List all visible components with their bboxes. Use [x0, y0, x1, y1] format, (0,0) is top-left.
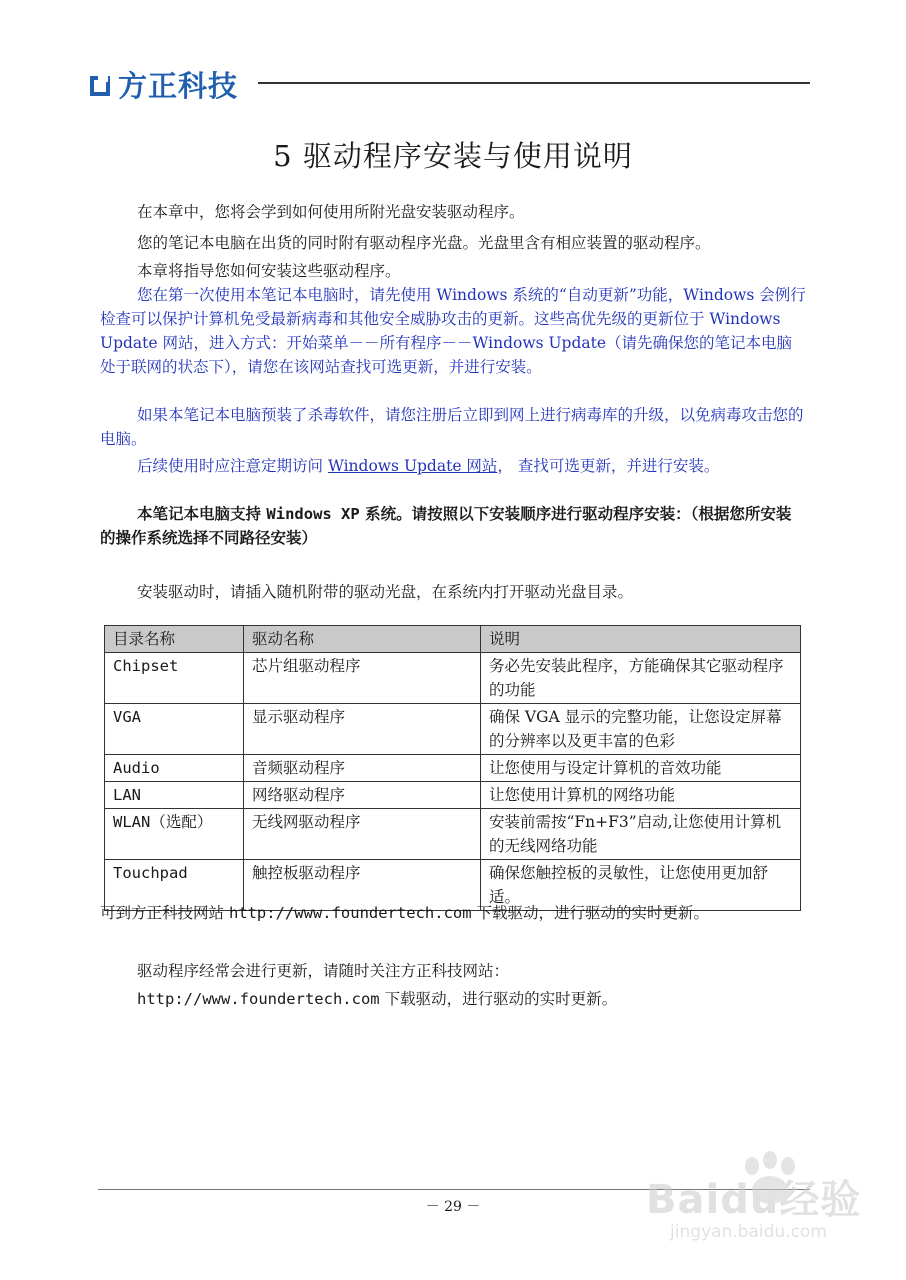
driver-cell: 无线网驱动程序: [244, 809, 481, 860]
update-url-line: [100, 987, 806, 1011]
directory-cell: Audio: [105, 755, 244, 782]
auto-update-notice: 您在第一次使用本笔记本电脑时，请先使用 Windows 系统的“自动更新”功能，Windows 会例行检查可以保护计算机免受最新病毒和其他安全威胁攻击的更新。这些高优先级的更新位于 Windows Update 网站，进入方式：开始菜单－－所有程序－－Windows Update（请先确保您的笔记本电脑处于联网的状态下），请您在该网站查找可选更新，并进行安装。: [100, 286, 806, 376]
driver-table: [104, 625, 801, 911]
antivirus-notice: 如果本笔记本电脑预装了杀毒软件，请您注册后立即到网上进行病毒库的升级，以免病毒攻击您的电脑。: [100, 406, 804, 448]
reminder-text-end: ， 查找可选更新，并进行安装。: [497, 457, 720, 475]
column-header-driver: 驱动名称: [244, 626, 481, 653]
website-link[interactable]: http://www.foundertech.com: [137, 990, 380, 1008]
os-name: Windows XP: [266, 505, 360, 523]
driver-cell: 显示驱动程序: [244, 704, 481, 755]
description-cell: 让您使用与设定计算机的音效功能: [481, 755, 801, 782]
intro-line-3: 本章将指导您如何安装这些驱动程序。: [137, 262, 401, 280]
install-order-heading: [100, 502, 806, 550]
update-reminder: 驱动程序经常会进行更新，请随时关注方正科技网站：: [137, 962, 510, 980]
download-note-text: 可到方正科技网站: [100, 904, 229, 922]
baidu-watermark: [646, 1150, 886, 1260]
founder-logo: [88, 64, 238, 105]
download-note-end: 下载驱动，进行驱动的实时更新。: [471, 904, 710, 922]
driver-cell: 音频驱动程序: [244, 755, 481, 782]
description-cell: 确保 VGA 显示的完整功能，让您设定屏幕的分辨率以及更丰富的色彩: [481, 704, 801, 755]
support-suffix: 系统。请按照以下安装顺序进行驱动程序安装：（根据您所安装的操作系统选择不同路径安装）: [100, 504, 792, 547]
download-note: [100, 901, 806, 925]
description-cell: 让您使用计算机的网络功能: [481, 782, 801, 809]
reminder-text: 后续使用时应注意定期访问: [137, 457, 328, 475]
page-number: － 29 －: [425, 1199, 481, 1215]
support-prefix: 本笔记本电脑支持: [137, 504, 267, 523]
intro-line-1: 在本章中，您将会学到如何使用所附光盘安装驱动程序。: [137, 203, 525, 221]
column-header-directory: 目录名称: [105, 626, 244, 653]
table-row: [105, 653, 801, 704]
update-url-text: 下载驱动，进行驱动的实时更新。: [379, 990, 618, 1008]
driver-cell: 网络驱动程序: [244, 782, 481, 809]
header-divider: [258, 82, 810, 84]
page-header: [88, 64, 810, 103]
directory-cell: Chipset: [105, 653, 244, 704]
directory-cell: VGA: [105, 704, 244, 755]
driver-cell: 芯片组驱动程序: [244, 653, 481, 704]
table-row: [105, 782, 801, 809]
windows-update-reminder: [100, 454, 806, 478]
table-row: [105, 704, 801, 755]
column-header-description: 说明: [481, 626, 801, 653]
founder-logo-icon: [88, 72, 114, 98]
table-row: [105, 809, 801, 860]
website-link[interactable]: http://www.foundertech.com: [228, 904, 472, 922]
table-row: [105, 755, 801, 782]
intro-line-2: 您的笔记本电脑在出货的同时附有驱动程序光盘。光盘里含有相应装置的驱动程序。: [137, 234, 711, 252]
insert-disc-note: 安装驱动时，请插入随机附带的驱动光盘，在系统内打开驱动光盘目录。: [137, 583, 634, 601]
table-header-row: [105, 626, 801, 653]
directory-cell: WLAN（选配）: [105, 809, 244, 860]
brand-name: 方正科技: [118, 69, 239, 103]
driver-cell: 触控板驱动程序: [244, 860, 481, 911]
chapter-title: 5 驱动程序安装与使用说明: [273, 139, 633, 173]
windows-update-link[interactable]: Windows Update 网站: [327, 457, 498, 475]
description-cell: 务必先安装此程序，方能确保其它驱动程序的功能: [481, 653, 801, 704]
directory-cell: LAN: [105, 782, 244, 809]
watermark-url: jingyan.baidu.com: [670, 1222, 827, 1242]
description-cell: 安装前需按“Fn+F3”启动,让您使用计算机的无线网络功能: [481, 809, 801, 860]
watermark-brand: Baidu经验: [646, 1177, 862, 1223]
directory-cell: Touchpad: [105, 860, 244, 911]
description-cell: 确保您触控板的灵敏性，让您使用更加舒适。: [481, 860, 801, 911]
